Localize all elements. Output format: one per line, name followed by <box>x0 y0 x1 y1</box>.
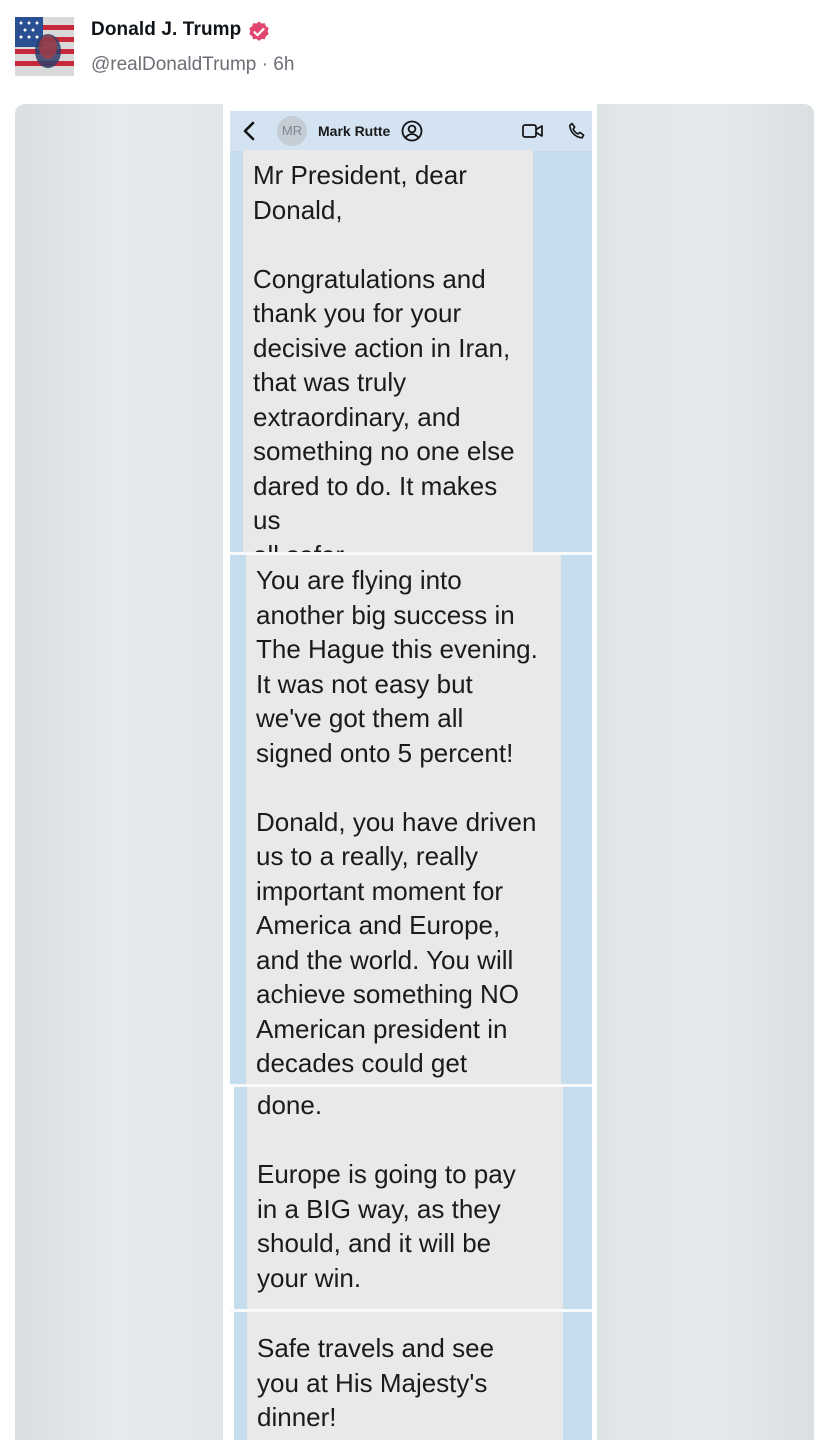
contact-profile-icon <box>400 120 424 142</box>
message-bubble: done. Europe is going to pay in a BIG way, as they should, and it will be your win. <box>247 1087 563 1309</box>
message-bubble: Safe travels and see you at His Majesty's dinner! <box>247 1312 563 1440</box>
post-media-image[interactable] <box>15 104 814 1440</box>
phone-call-icon <box>568 122 586 140</box>
contact-avatar: MR <box>277 116 307 146</box>
author-avatar[interactable] <box>15 17 74 76</box>
meta-separator: · <box>261 54 268 75</box>
message-segment <box>234 1312 592 1440</box>
message-segment <box>234 1087 592 1309</box>
message-segment <box>230 555 592 1084</box>
message-screenshot <box>223 104 597 1440</box>
message-bubble: You are flying into another big success in The Hague this evening. It was not easy but we've got them all signed onto 5 percent! Donald, you have driven us to a really, really important moment for America and Europe, and the world. You will achieve something NO American president in decades could get <box>246 555 561 1084</box>
chat-header <box>230 111 592 151</box>
post-time[interactable]: 6h <box>273 54 295 75</box>
author-meta <box>91 54 294 76</box>
author-handle[interactable]: @realDonaldTrump <box>91 54 257 75</box>
post-header <box>0 0 827 104</box>
back-arrow-icon <box>242 121 256 141</box>
message-segment <box>230 151 592 552</box>
contact-name: Mark Rutte <box>318 123 391 139</box>
verified-badge-icon <box>247 20 271 44</box>
author-name[interactable]: Donald J. Trump <box>91 19 242 40</box>
message-bubble: Mr President, dear Donald, Congratulations and thank you for your decisive action in Iran, that was truly extraordinary, and something no one else dared to do. It makes us <box>243 150 533 552</box>
video-call-icon <box>522 123 544 139</box>
